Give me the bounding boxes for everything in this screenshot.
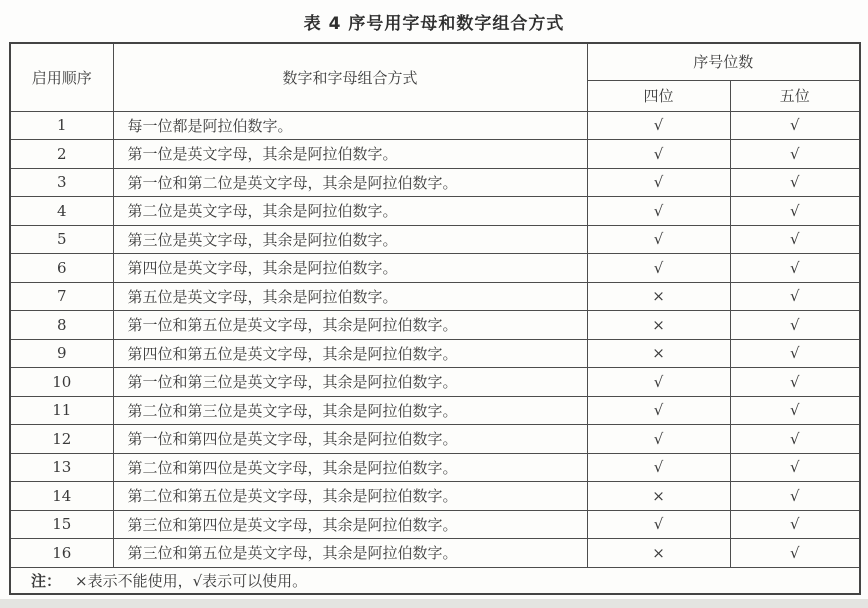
row-five-digit-mark: √ xyxy=(730,254,860,283)
row-combination: 第二位是英文字母，其余是阿拉伯数字。 xyxy=(113,197,587,226)
row-four-digit-mark: × xyxy=(587,339,730,368)
row-four-digit-mark: √ xyxy=(587,425,730,454)
row-five-digit-mark: √ xyxy=(730,368,860,397)
table-header xyxy=(10,43,860,111)
row-combination: 第三位和第四位是英文字母，其余是阿拉伯数字。 xyxy=(113,510,587,539)
row-combination: 第三位和第五位是英文字母，其余是阿拉伯数字。 xyxy=(113,539,587,568)
row-order: 15 xyxy=(10,510,113,539)
row-four-digit-mark: √ xyxy=(587,510,730,539)
row-five-digit-mark: √ xyxy=(730,197,860,226)
row-combination: 第二位和第三位是英文字母，其余是阿拉伯数字。 xyxy=(113,396,587,425)
row-order: 13 xyxy=(10,453,113,482)
row-combination: 第五位是英文字母，其余是阿拉伯数字。 xyxy=(113,282,587,311)
row-order: 7 xyxy=(10,282,113,311)
table-row xyxy=(10,225,860,254)
table-row xyxy=(10,482,860,511)
header-order: 启用顺序 xyxy=(10,43,113,111)
header-four-digit: 四位 xyxy=(587,80,730,111)
header-five-digit: 五位 xyxy=(730,80,860,111)
row-four-digit-mark: × xyxy=(587,311,730,340)
serial-number-combination-table xyxy=(9,42,861,595)
table-row xyxy=(10,254,860,283)
table-title: 表 4 序号用字母和数字组合方式 xyxy=(303,13,565,34)
row-order: 10 xyxy=(10,368,113,397)
row-five-digit-mark: √ xyxy=(730,539,860,568)
table-footer xyxy=(10,567,860,594)
row-four-digit-mark: √ xyxy=(587,197,730,226)
row-combination: 第一位是英文字母，其余是阿拉伯数字。 xyxy=(113,140,587,169)
table-body xyxy=(10,111,860,567)
row-five-digit-mark: √ xyxy=(730,339,860,368)
table-row xyxy=(10,197,860,226)
table-row xyxy=(10,368,860,397)
row-five-digit-mark: √ xyxy=(730,396,860,425)
row-four-digit-mark: √ xyxy=(587,368,730,397)
row-five-digit-mark: √ xyxy=(730,453,860,482)
row-five-digit-mark: √ xyxy=(730,111,860,140)
table-row xyxy=(10,339,860,368)
table-row xyxy=(10,539,860,568)
row-order: 3 xyxy=(10,168,113,197)
row-five-digit-mark: √ xyxy=(730,311,860,340)
header-combination: 数字和字母组合方式 xyxy=(113,43,587,111)
table-row xyxy=(10,282,860,311)
row-combination: 第二位和第五位是英文字母，其余是阿拉伯数字。 xyxy=(113,482,587,511)
row-four-digit-mark: √ xyxy=(587,453,730,482)
row-order: 11 xyxy=(10,396,113,425)
table-row xyxy=(10,510,860,539)
row-five-digit-mark: √ xyxy=(730,510,860,539)
table-row xyxy=(10,396,860,425)
row-combination: 第三位是英文字母，其余是阿拉伯数字。 xyxy=(113,225,587,254)
row-five-digit-mark: √ xyxy=(730,168,860,197)
header-digits-group: 序号位数 xyxy=(587,43,860,80)
row-four-digit-mark: × xyxy=(587,482,730,511)
row-combination: 第一位和第三位是英文字母，其余是阿拉伯数字。 xyxy=(113,368,587,397)
table-row xyxy=(10,311,860,340)
row-combination: 第一位和第五位是英文字母，其余是阿拉伯数字。 xyxy=(113,311,587,340)
row-five-digit-mark: √ xyxy=(730,425,860,454)
row-five-digit-mark: √ xyxy=(730,140,860,169)
row-five-digit-mark: √ xyxy=(730,282,860,311)
row-combination: 第一位和第四位是英文字母，其余是阿拉伯数字。 xyxy=(113,425,587,454)
page-bottom-strip xyxy=(0,599,868,608)
row-order: 14 xyxy=(10,482,113,511)
note-text: ×表示不能使用，√表示可以使用。 xyxy=(75,571,308,590)
note-cell xyxy=(10,567,860,594)
row-order: 16 xyxy=(10,539,113,568)
row-order: 6 xyxy=(10,254,113,283)
row-four-digit-mark: √ xyxy=(587,168,730,197)
row-order: 8 xyxy=(10,311,113,340)
table-row xyxy=(10,168,860,197)
table-row xyxy=(10,453,860,482)
row-order: 12 xyxy=(10,425,113,454)
row-combination: 第二位和第四位是英文字母，其余是阿拉伯数字。 xyxy=(113,453,587,482)
row-combination: 第四位是英文字母，其余是阿拉伯数字。 xyxy=(113,254,587,283)
row-five-digit-mark: √ xyxy=(730,482,860,511)
row-four-digit-mark: √ xyxy=(587,254,730,283)
row-order: 9 xyxy=(10,339,113,368)
row-order: 4 xyxy=(10,197,113,226)
table-row xyxy=(10,111,860,140)
row-four-digit-mark: √ xyxy=(587,111,730,140)
row-combination: 第四位和第五位是英文字母，其余是阿拉伯数字。 xyxy=(113,339,587,368)
row-four-digit-mark: √ xyxy=(587,225,730,254)
row-order: 5 xyxy=(10,225,113,254)
note-label: 注： xyxy=(31,571,62,590)
row-four-digit-mark: √ xyxy=(587,140,730,169)
row-four-digit-mark: × xyxy=(587,539,730,568)
row-order: 1 xyxy=(10,111,113,140)
row-five-digit-mark: √ xyxy=(730,225,860,254)
row-order: 2 xyxy=(10,140,113,169)
table-row xyxy=(10,140,860,169)
row-combination: 第一位和第二位是英文字母，其余是阿拉伯数字。 xyxy=(113,168,587,197)
row-combination: 每一位都是阿拉伯数字。 xyxy=(113,111,587,140)
row-four-digit-mark: × xyxy=(587,282,730,311)
row-four-digit-mark: √ xyxy=(587,396,730,425)
table-row xyxy=(10,425,860,454)
